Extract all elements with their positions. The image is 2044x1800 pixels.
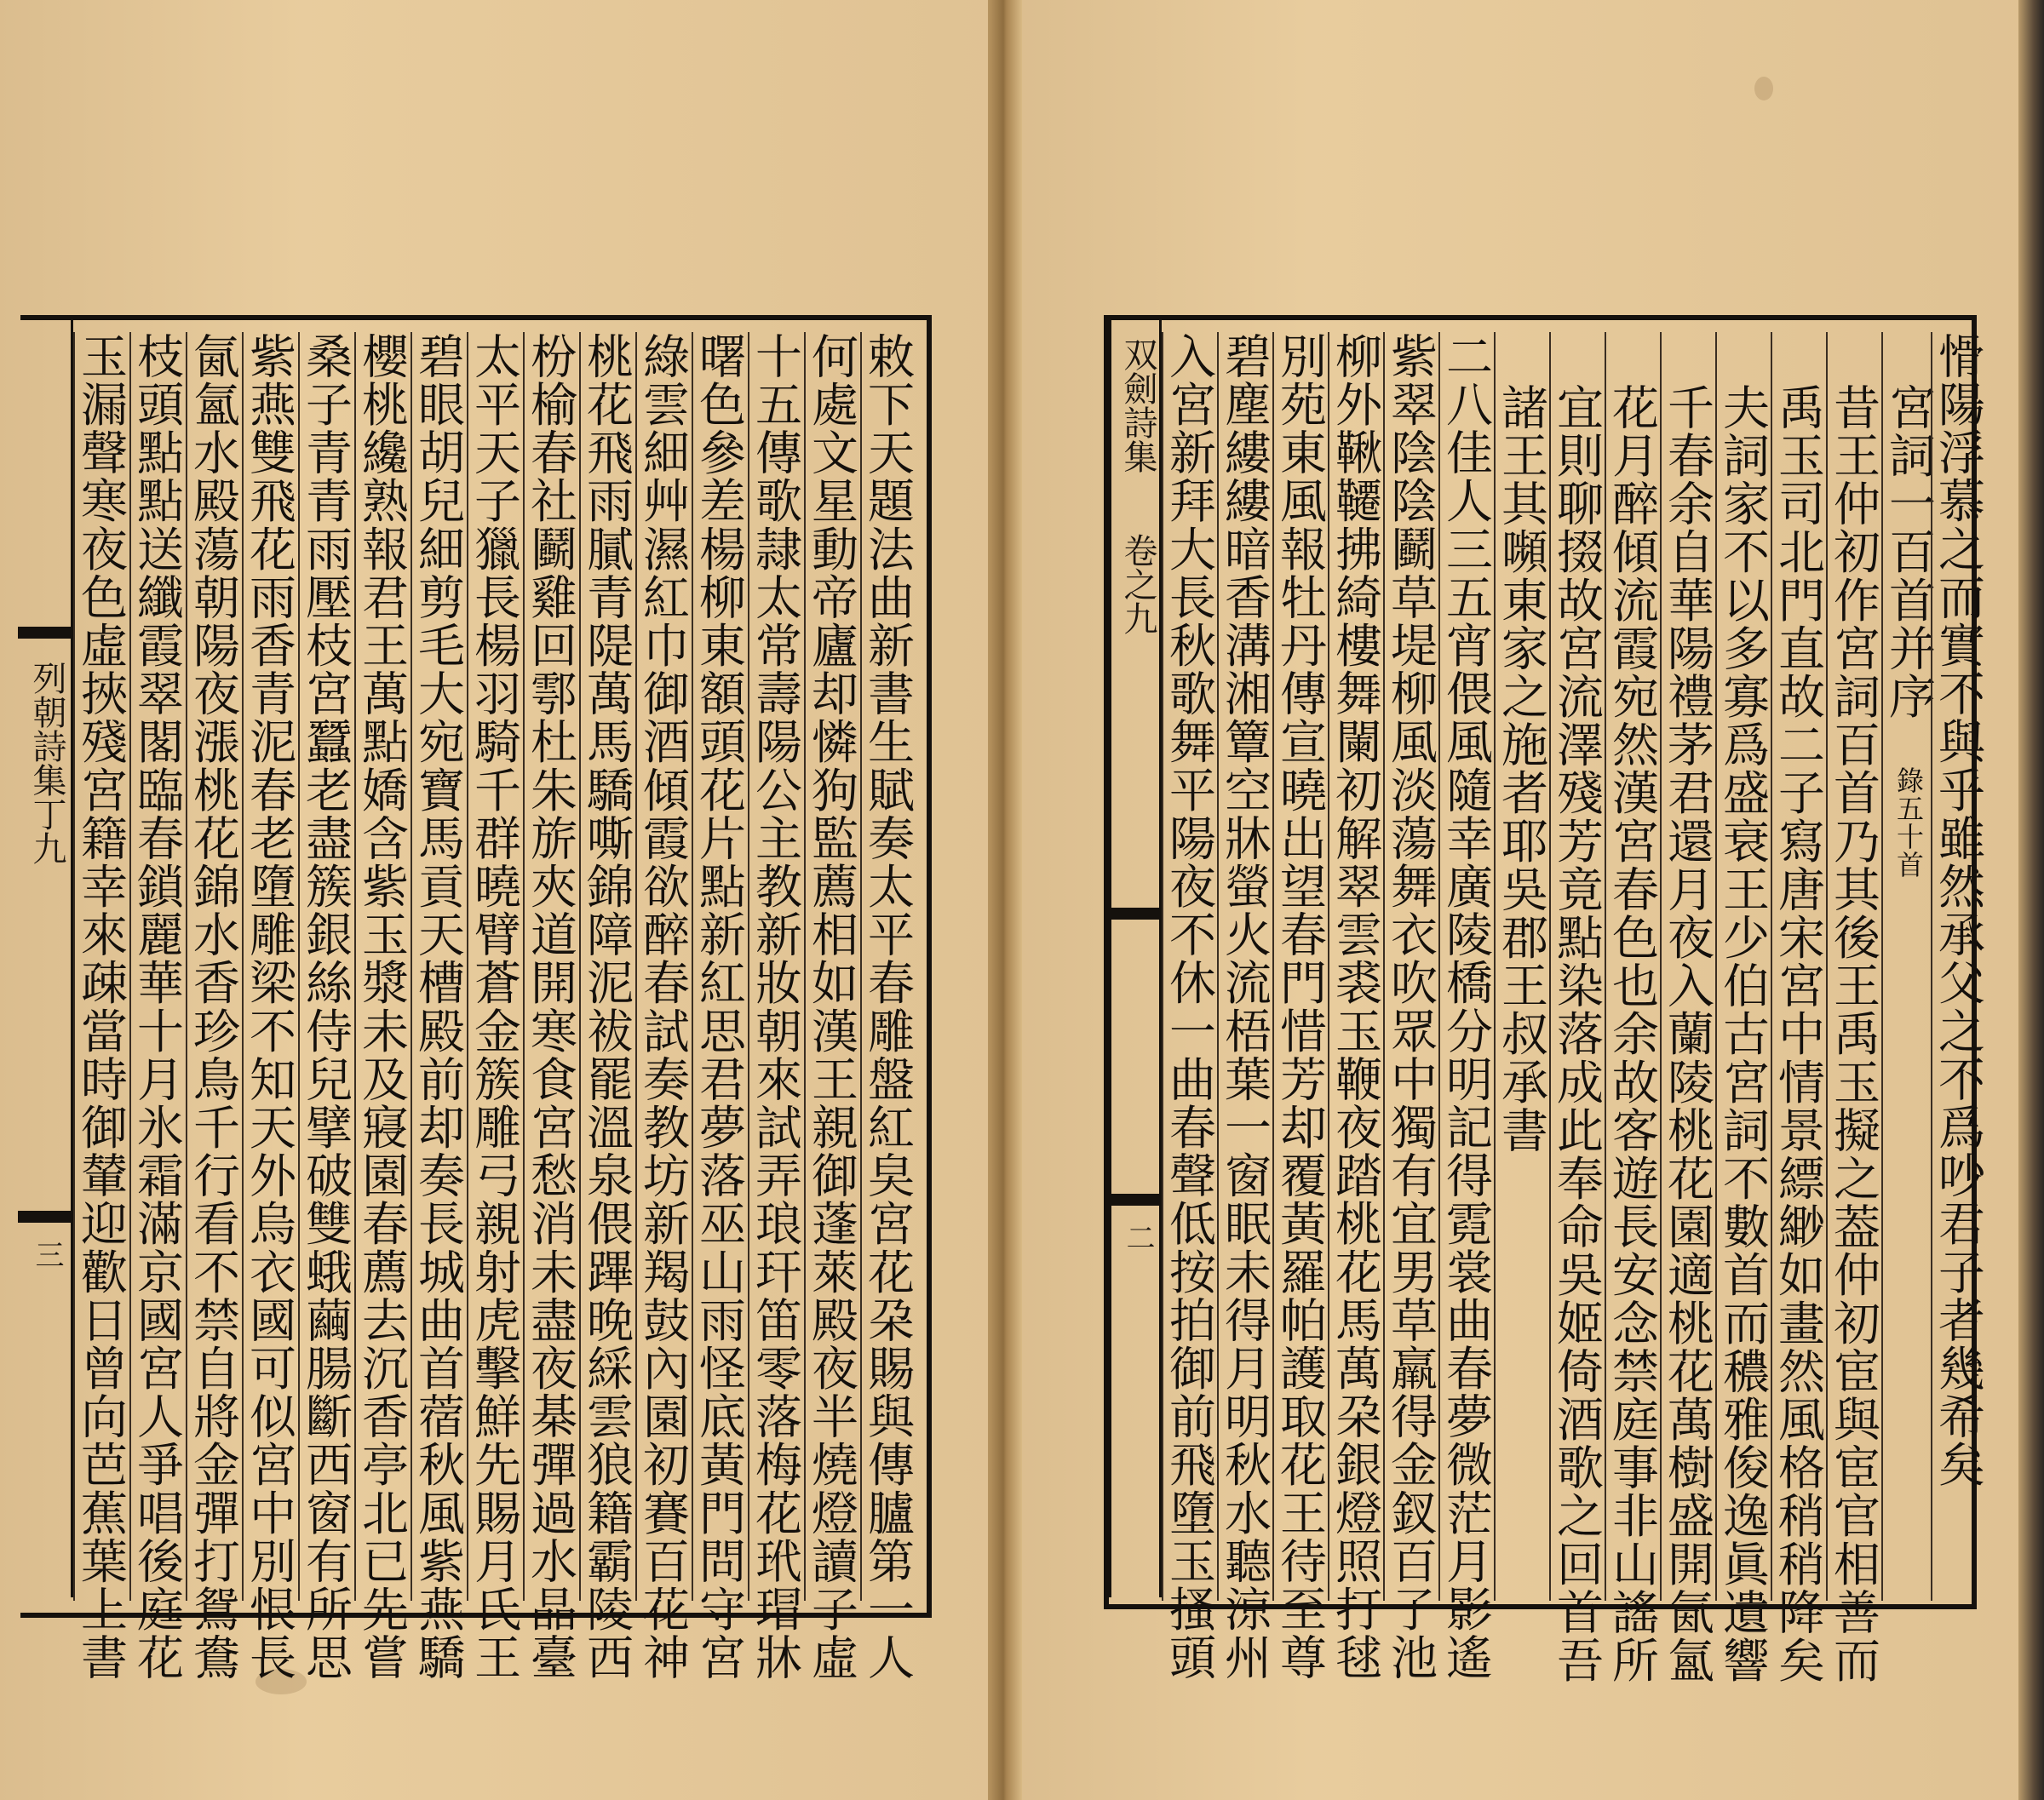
left-col-14: [129, 332, 184, 1682]
fishtail-mark-bottom: [18, 1197, 71, 1223]
right-col-title: [1881, 332, 1936, 1601]
center-column-page-number: 二: [1121, 1223, 1155, 1252]
verse-line: 敕下天題法曲新書生賦奏太平春雕盤紅㚖宮花朶賜與傳臚第一人: [860, 332, 915, 1682]
verse-line: 入宮新拜大長秋歌舞平陽夜不休一曲春聲低按拍御前飛墮玉搔頭: [1162, 332, 1216, 1682]
verse-line: 枝頭點點送纖霞翠閣臨春鎖麗華十月氷霜滿京國宮人爭唱後庭花: [129, 332, 184, 1682]
fishtail-mark-bottom: [1109, 1180, 1162, 1206]
right-text-frame: [1104, 315, 1985, 1685]
left-col-9: [411, 332, 465, 1682]
verse-line: 曙色參差楊柳東額頭花片點新紅思君夢落巫山雨怪底黃門問守宮: [692, 332, 746, 1682]
verse-line: 櫻桃纔熟報君王萬點嬌含紫玉漿未及寢園春薦去沉香亭北已先嘗: [354, 332, 409, 1682]
book-gutter: [988, 0, 1022, 1800]
section-title: 宮詞一百首并序: [1881, 383, 1936, 721]
left-col-2: [804, 332, 858, 1682]
right-col-11: [1328, 332, 1382, 1682]
left-col-4: [692, 332, 746, 1682]
center-column-volume: 卷之九: [1118, 533, 1157, 635]
left-col-8: [467, 332, 521, 1682]
ink-stain: [1754, 77, 1773, 100]
verse-line: 氤氳水殿蕩朝陽夜漲桃花錦水香珍鳥千行看不禁自將金彈打鴛鴦: [186, 332, 240, 1682]
right-center-column: [1109, 320, 1162, 1597]
left-col-12: [242, 332, 296, 1682]
left-col-5: [635, 332, 690, 1682]
right-col-12: [1272, 332, 1327, 1682]
right-col-5: [1660, 332, 1714, 1685]
verse-line: 別苑東風報牡丹傳宣曉出望春門惜芳却覆黃羅帕護取花王待至尊: [1272, 332, 1327, 1682]
right-col-2: [1826, 332, 1880, 1685]
verse-line: 碧塵縷縷暗香溝湘簟空牀螢火流梧葉一窗眠未得月明秋水聽涼州: [1217, 332, 1272, 1682]
left-col-10: [354, 332, 409, 1682]
verse-line: 紫翠陰陰鬬草堤柳風淡蕩舞衣吹眾中獨有宜男草羸得金釵百子池: [1383, 332, 1438, 1682]
center-column-title: 双劍詩集: [1118, 337, 1157, 473]
right-col-7: [1549, 332, 1604, 1685]
preface-line: 花月醉傾流霞宛然漢宮春色也余故客遊長安念禁庭事非山謠所: [1605, 383, 1659, 1685]
verse-line: 枌榆春社鬬雞回鄠杜朱旂夾道開寒食宮愁消未盡夜棊彈過水晶臺: [523, 332, 577, 1682]
right-col-1: [1931, 332, 1985, 1601]
left-col-7: [523, 332, 577, 1682]
left-col-15: [73, 332, 128, 1682]
center-column-title: 列朝詩集丁九: [27, 661, 66, 865]
left-col-1: [860, 332, 915, 1682]
preface-line: 昔王仲初作宮詞百首乃其後王禹玉擬之葢仲初宦與宦官相善而: [1826, 383, 1880, 1685]
verse-line: 碧眼胡兒細剪毛大宛寶馬貢天槽殿前却奏長城曲首蓿秋風紫燕驕: [411, 332, 465, 1682]
right-col-10: [1383, 332, 1438, 1682]
right-col-4: [1715, 332, 1770, 1685]
preface-line: 禹玉司北門直故二子寫唐宋宮中情景縹緲如畫然風格稍稍降矣: [1771, 383, 1825, 1685]
verse-line: 桃花飛雨膩青隄萬馬驕嘶錦障泥袚罷溫泉偎蹕晚綵雲狼籍霸陵西: [579, 332, 634, 1682]
text-line: 愲陽浮慕之而實不與乎雖然承父之不爲吵君子者幾希矣: [1931, 332, 1985, 1489]
verse-line: 玉漏聲寒夜色虛挾殘宮籍幸來疎當時御輦迎歡日曾向芭蕉葉上書: [73, 332, 128, 1682]
verse-line: 何處文星動帝廬却憐狗監薦相如漢王親御蓬萊殿夜半燒燈讀子虛: [804, 332, 858, 1682]
right-col-14: [1162, 332, 1216, 1682]
fishtail-mark-top: [18, 627, 71, 652]
page-edge: [2018, 0, 2044, 1800]
right-col-8: [1494, 332, 1548, 1601]
right-col-9: [1438, 332, 1493, 1682]
left-col-3: [748, 332, 802, 1682]
preface-signature: 諸王其嚬東家之施者耶吳郡王叔承書: [1494, 383, 1548, 1155]
preface-line: 夫詞家不以多寡爲盛衰王少伯古宮詞不數首而穠雅俊逸眞遺響: [1715, 383, 1770, 1685]
verse-line: 桑子青青雨壓枝宮蠶老盡簇銀絲侍兒擘破雙蛾繭腸斷西窗有所思: [298, 332, 353, 1682]
left-col-11: [298, 332, 353, 1682]
fishtail-mark-top: [1109, 908, 1162, 933]
verse-line: 紫燕雙飛花雨香青泥春老墮雕梁不知天外烏衣國可似宮中別恨長: [242, 332, 296, 1682]
left-text-frame: [20, 315, 932, 1682]
center-column-page-number: 三: [30, 1240, 64, 1269]
preface-line: 宜則聊掇故宮流澤殘芳竟點染落成此奉命吳姬倚酒歌之回首吾: [1549, 383, 1604, 1685]
preface-line: 千春余自華陽禮茅君還月夜入蘭陵桃花園適桃花萬樹盛開氤氳: [1660, 383, 1714, 1685]
left-center-column: [20, 320, 73, 1597]
right-col-3: [1771, 332, 1825, 1685]
verse-line: 二八佳人三五宵偎風隨幸廣陵橋分明記得霓裳曲春夢微茫月影遙: [1438, 332, 1493, 1682]
verse-line: 太平天子獵長楊羽騎千群曉臂蒼金簇雕弓親射虎擊鮮先賜月氏王: [467, 332, 521, 1682]
right-col-6: [1605, 332, 1659, 1685]
verse-line: 綠雲細艸濕紅巾御酒傾霞欲醉春試奏教坊新羯鼓內園初賽百花神: [635, 332, 690, 1682]
section-title-note: 錄五十首: [1892, 766, 1925, 879]
left-col-13: [186, 332, 240, 1682]
right-col-13: [1217, 332, 1272, 1682]
left-col-6: [579, 332, 634, 1682]
verse-line: 柳外鞦韆拂綺樓舞闌初解翠雲裘玉鞭夜踏桃花馬萬朶銀燈照打毬: [1328, 332, 1382, 1682]
verse-line: 十五傳歌隷太常壽陽公主教新妝朝來試弄琅玕笛零落梅花玳瑁牀: [748, 332, 802, 1682]
